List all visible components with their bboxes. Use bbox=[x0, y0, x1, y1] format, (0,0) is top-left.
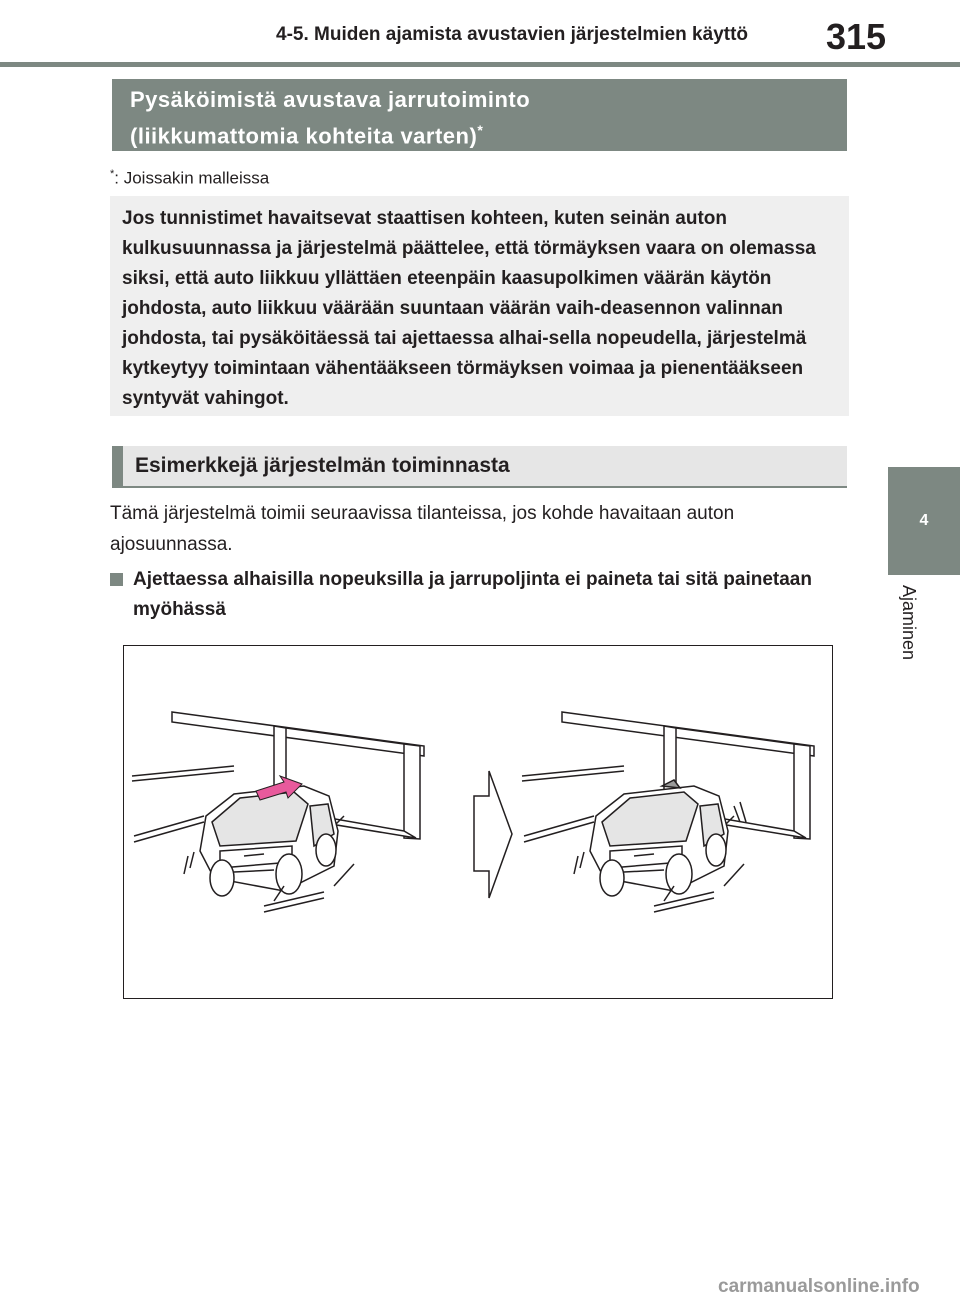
left-scene bbox=[132, 712, 424, 912]
body-paragraph: Tämä järjestelmä toimii seuraavissa tilanteissa, jos kohde havaitaan auton ajosuunnassa. bbox=[110, 503, 735, 555]
section-title bbox=[112, 79, 847, 151]
chapter-number: 4 bbox=[919, 512, 929, 529]
bullet-text: Ajettaessa alhaisilla nopeuksilla ja jarrupoljinta ei paineta tai sitä painetaan myöhässä bbox=[133, 569, 812, 620]
suv-left bbox=[184, 786, 338, 901]
section-title-line1: Pysäköimistä avustava jarrutoiminto bbox=[130, 87, 531, 112]
asterisk-marker: * bbox=[477, 122, 484, 138]
chapter-label: Ajaminen bbox=[899, 585, 919, 661]
suv-right bbox=[574, 786, 746, 901]
page-number: 315 bbox=[826, 16, 887, 57]
section-title-line2: (liikkumattomia kohteita varten)* bbox=[130, 122, 484, 149]
transition-arrow-icon bbox=[474, 771, 512, 898]
illustration-frame bbox=[123, 645, 833, 999]
parking-brake-illustration bbox=[124, 646, 831, 997]
info-box: Jos tunnistimet havaitsevat staattisen kohteen, kuten seinän auton kulkusuunnassa ja järjestelmä päättelee, että törmäyksen vaara on olemassa siksi, että auto liikkuu yllättäen eteenpäin kaasupolkimen väärän käytön johdosta, auto liikkuu väärään suuntaan väärän vaih-deasennon valinnan johdosta, tai pysäköitäessä tai ajettaessa alhai-sella nopeudella, järjestelmä kytkeytyy toimintaan vähentääkseen törmäyksen voimaa ja pienentääkseen syntyvät vahingot. bbox=[110, 196, 849, 416]
header-rule bbox=[0, 62, 960, 67]
footnote-marker: * bbox=[110, 168, 115, 180]
running-header: 4-5. Muiden ajamista avustavien järjestelmien käyttö bbox=[276, 24, 749, 45]
bullet-item bbox=[110, 565, 840, 625]
square-bullet-icon bbox=[110, 573, 123, 586]
watermark: carmanualsonline.info bbox=[718, 1276, 920, 1297]
chapter-tab bbox=[888, 467, 960, 575]
right-scene bbox=[522, 712, 814, 912]
footnote-text: : Joissakin malleissa bbox=[114, 168, 270, 188]
footnote bbox=[110, 168, 269, 189]
subheading: Esimerkkejä järjestelmän toiminnasta bbox=[112, 446, 847, 488]
